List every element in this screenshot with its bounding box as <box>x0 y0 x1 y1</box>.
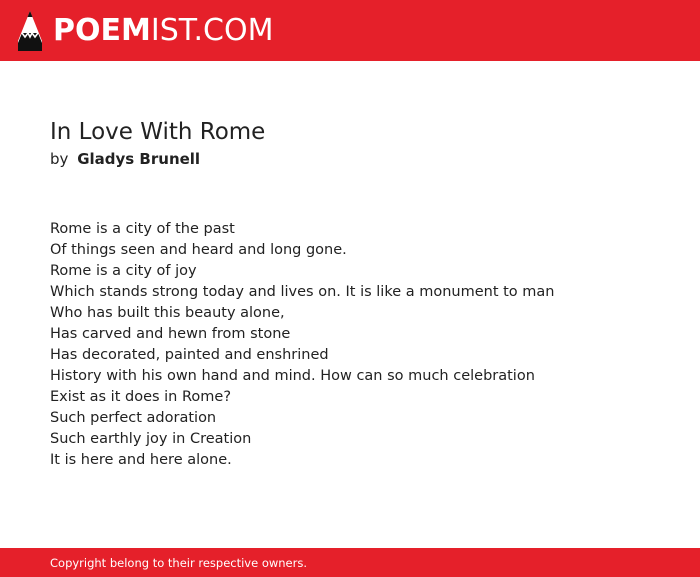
poem-line: Has decorated, painted and enshrined <box>50 347 329 363</box>
poem-line: Of things seen and heard and long gone. <box>50 242 347 258</box>
poem-title: In Love With Rome <box>50 119 266 145</box>
poem-line: Rome is a city of the past <box>50 221 235 237</box>
site-footer <box>0 548 700 577</box>
pencil-icon <box>17 11 43 51</box>
poem-content <box>50 117 670 471</box>
by-label: by <box>50 150 69 168</box>
poem-line: Such earthly joy in Creation <box>50 431 252 447</box>
poem-line: It is here and here alone. <box>50 452 232 468</box>
logo-wordmark <box>53 12 274 48</box>
byline <box>50 148 670 170</box>
site-logo-link[interactable] <box>17 11 273 51</box>
poem-line: Such perfect adoration <box>50 410 217 426</box>
poem-line: Which stands strong today and lives on. It is like a monument to man <box>50 284 555 300</box>
poem-line: Who has built this beauty alone, <box>50 305 285 321</box>
site-header <box>0 0 700 61</box>
copyright-text: Copyright belong to their respective owners. <box>50 555 308 570</box>
poem-line: Rome is a city of joy <box>50 263 197 279</box>
poem-line: Has carved and hewn from stone <box>50 326 291 342</box>
logo-text-light: IST.COM <box>150 12 274 48</box>
logo-text-bold: POEM <box>53 12 151 48</box>
poem-body <box>50 219 670 471</box>
author-name: Gladys Brunell <box>77 150 201 168</box>
poem-line: History with his own hand and mind. How can so much celebration <box>50 368 535 384</box>
poem-line: Exist as it does in Rome? <box>50 389 232 405</box>
